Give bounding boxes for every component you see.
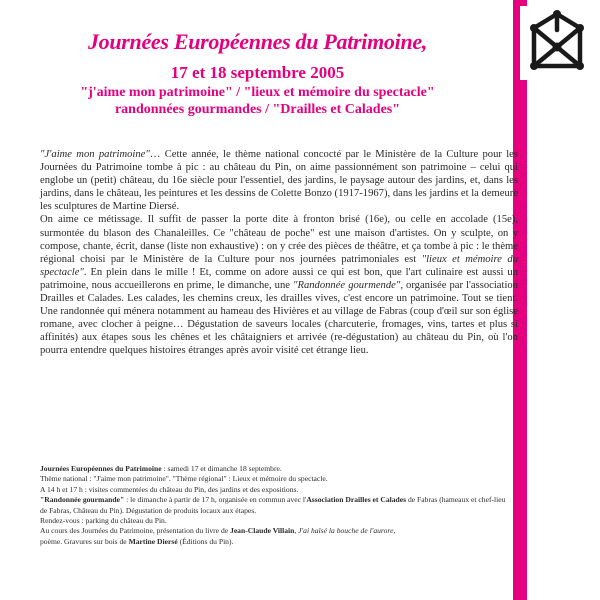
theme-national: "J'aime mon patrimoine" <box>40 149 150 160</box>
main-text <box>40 148 518 358</box>
info-line-7 <box>40 537 510 547</box>
info-rando-name: "Randonnée gourmande" <box>40 495 125 505</box>
practical-info <box>40 464 510 547</box>
info-line-6 <box>40 526 510 536</box>
info-line-2: Thème national : "J'aime mon patrimoine". "Thème régional" : Lieux et mémoire du spectacle. <box>40 474 328 484</box>
paragraph-2-c: , organisée par l'association Drailles et Calades. Les calades, les chemins creux, les drailles vives, c'est encore un patrimoine. Tout se tient. Une randonnée qui ménera notamment au hameau des Hivières et au village de Fabras (coup d'œil sur son église romane, avec clocher à peigne… Dégustation de saveurs locales (charcuterie, fromages, vins, tartes et plus si affinités) aux étapes sous les chênes et les châtaigniers et arrivée (re-dégustation) au château du Pin, où l'on pourra entendre quelques histoires étranges après avoir visité cet étrange lieu. <box>40 279 518 357</box>
paragraph-2-a: On aime ce métissage. Il suffit de passer la porte dite à fronton brisé (16e), ou celle en accolade (15e), surmontée du blason des Chanaleilles. Ce "château de poche" est une maison d'artistes. On y sculpte, on y compose, chante, écrit, danse (liste non exhaustive) : on y crée des pièces de théâtre, et ça tombe à pic : le thème régional choisi par le Ministère de la Culture pour nos journées patrimoniales est <box>40 214 518 265</box>
logo <box>520 6 594 80</box>
header <box>10 28 505 118</box>
info-rando-details: de Fabras (hameaux et chef-lieu de Fabras, Château du Pin). Dégustation de produits locaux aux étapes. <box>40 495 506 515</box>
info-comma: , <box>393 526 396 536</box>
paragraph-2-b: . En plein dans le mille ! Et, comme on adore aussi ce qui est bon, que l'art culinaire est aussi un patrimoine, nous accueillerons en prime, le dimanche, une <box>40 266 518 291</box>
info-line-4 <box>40 495 510 516</box>
info-separator: , <box>294 526 299 536</box>
info-dates: : samedi 17 et dimanche 18 septembre. <box>161 464 282 473</box>
info-rando-text: : le dimanche à partir de 17 h, organisée en commun avec l' <box>124 495 307 505</box>
event-dates: 17 et 18 septembre 2005 <box>170 63 345 82</box>
info-engravings-intro: poème. Gravures sur bois de <box>40 536 129 546</box>
theme-regional: "lieux et mémoire du spectacle" <box>40 253 518 278</box>
paragraph-1 <box>40 148 518 213</box>
info-association-name: Association Drailles et Calades <box>306 495 407 505</box>
info-artist-name: Martine Diersé <box>128 536 178 546</box>
info-book-title: J'ai haïsé la bouche de l'aurore <box>298 526 394 536</box>
info-publisher: (Éditions du Pin). <box>177 536 234 546</box>
randonnee-title: "Randonnée gourmende" <box>293 279 401 291</box>
info-line-5: Rendez-vous : parking du château du Pin. <box>40 516 167 526</box>
info-author-name: Jean-Claude Villain <box>230 526 295 536</box>
geometric-house-logo-icon <box>520 6 594 80</box>
page-title: Journées Européennes du Patrimoine, <box>87 29 428 54</box>
info-line-3: A 14 h et 17 h : visites commentées du château du Pin, des jardins et des expositions. <box>40 484 299 494</box>
info-book-intro: Au cours des Journées du Patrimoine, présentation du livre de <box>40 526 231 536</box>
info-line-1 <box>40 464 510 474</box>
paragraph-2 <box>40 213 518 357</box>
subtitle-randonnees: randonnées gourmandes / "Drailles et Calades" <box>114 102 401 117</box>
paragraph-1-text: … Cette année, le thème national concocté par le Ministère de la Culture pour les Journées du Patrimoine tombe à pic : au château du Pin, on aime passionnément son patrimoine – celui qui englobe un (petit) château, du 16e siècle pour l'essentiel, des jardins, le paysage autour des jardins, et, dans les jardins, dans le château, les peintures et les dessins de Colette Bonzo (1917-1967), dans les jardins et la demeure les sculptures de Martine Diersé. <box>40 149 518 213</box>
info-event-name: Journées Européennes du Patrimoine <box>40 464 162 473</box>
subtitle-themes: "j'aime mon patrimoine" / "lieux et mémoire du spectacle" <box>80 85 435 100</box>
